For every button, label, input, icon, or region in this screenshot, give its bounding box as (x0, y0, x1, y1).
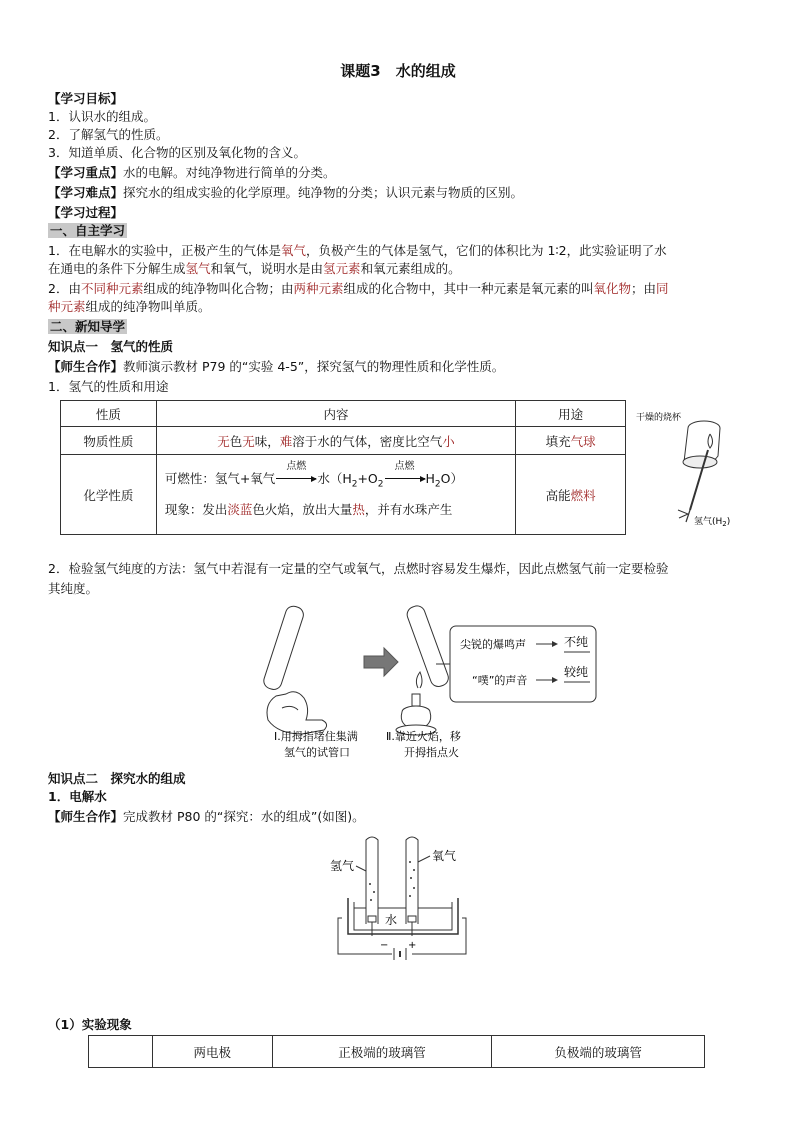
coop-2: 【师生合作】完成教材 P80 的“探究：水的组成”(如图)。 (48, 809, 365, 824)
step1-caption-b: 氢气的试管口 (284, 746, 350, 759)
table-row-name: 化学性质 (61, 455, 157, 535)
table-header: 内容 (156, 401, 515, 427)
electrolysis-figure (328, 832, 508, 964)
hydrogen-table (60, 400, 626, 535)
sharp-sound-label: 尖锐的爆鸣声 (460, 638, 526, 651)
table-header: 正极端的玻璃管 (272, 1036, 492, 1068)
section2-heading: 二、新知导学 (50, 319, 126, 334)
section1-heading: 一、自主学习 (50, 223, 126, 238)
goal-item-1: 1．认识水的组成。 (48, 109, 156, 124)
key-text: 水的电解。对纯净物进行简单的分类。 (123, 165, 336, 180)
plus-label: + (408, 940, 417, 951)
step2-caption-b: 开拇指点火 (404, 746, 459, 759)
purity-test-figure (218, 604, 598, 764)
goal-item-2: 2．了解氢气的性质。 (48, 127, 169, 142)
minus-label: − (380, 940, 389, 951)
knowledge-point-2: 知识点二 探究水的组成 (48, 771, 186, 786)
answer-same-elements: 种元素 (48, 299, 86, 314)
key-label: 【学习重点】 (48, 165, 124, 180)
table-header: 负极端的玻璃管 (492, 1036, 705, 1068)
knowledge-point-1: 知识点一 氢气的性质 (48, 339, 174, 354)
phenomenon-heading: （1）实验现象 (48, 1017, 132, 1032)
physical-properties: 无色无味，难溶于水的气体，密度比空气小 (156, 427, 515, 455)
table-row-name: 物质性质 (61, 427, 157, 455)
section1-para2-line1: 2．由不同种元素组成的纯净物叫化合物；由两种元素组成的化合物中，其中一种元素是氧元素的叫氧化物；由同 (48, 281, 669, 296)
combustion-phenomenon: 现象：发出淡蓝色火焰，放出大量热，并有水珠产生 (164, 502, 453, 518)
section1-para1-line2: 在通电的条件下分解生成氢气和氧气，说明水是由氢元素和氧元素组成的。 (48, 261, 461, 276)
subsection-electrolysis: 1．电解水 (48, 789, 107, 804)
pure-label: 较纯 (564, 665, 589, 679)
beaker-hydrogen-figure (634, 398, 744, 533)
page-title: 课题3 水的组成 (340, 62, 456, 80)
section1-para2-line2: 种元素组成的纯净物叫单质。 (48, 299, 211, 314)
water-label: 水 (385, 913, 398, 927)
goal-item-3: 3．知道单质、化合物的区别及氧化物的含义。 (48, 145, 306, 160)
hydrogen-label: 氢气 (330, 859, 355, 873)
chemical-properties (156, 455, 515, 535)
pop-sound-label: “噗”的声音 (472, 674, 528, 687)
difficulty-point (48, 184, 523, 202)
beaker-label: 干燥的烧杯 (636, 413, 682, 423)
table-header: 性质 (61, 401, 157, 427)
physical-use: 填充气球 (516, 427, 626, 455)
answer-h-element: 氢元素 (323, 261, 361, 276)
hydrogen-label: 氢气$(H_2)$ (694, 517, 731, 528)
impure-label: 不纯 (564, 635, 589, 649)
answer-two-elements: 两种元素 (293, 281, 344, 296)
answer-oxide: 氧化物 (593, 281, 632, 296)
purity-line-1: 2．检验氢气纯度的方法：氢气中若混有一定量的空气或氧气，点燃时容易发生爆炸，因此点燃氢气前一定要检验 (48, 561, 669, 576)
purity-line-2: 其纯度。 (48, 581, 99, 596)
answer-hydrogen: 氢气 (185, 261, 211, 276)
table-header: 两电极 (152, 1036, 272, 1068)
table-header: 用途 (516, 401, 626, 427)
section1-para1-line1: 1．在电解水的实验中，正极产生的气体是氧气，负极产生的气体是氢气，它们的体积比为 1∶2，此实验证明了水 (48, 243, 667, 258)
chemical-use: 高能燃料 (516, 455, 626, 535)
difficulty-label: 【学习难点】 (48, 185, 124, 200)
step2-caption-a: Ⅱ.靠近火焰，移 (386, 730, 461, 743)
answer-oxygen: 氧气 (280, 243, 306, 258)
oxygen-label: 氧气 (432, 849, 457, 863)
phenomenon-table (88, 1035, 705, 1068)
process-heading: 【学习过程】 (48, 205, 124, 220)
coop-1: 【师生合作】教师演示教材 P79 的“实验 4-5”，探究氢气的物理性质和化学性质。 (48, 359, 505, 374)
answer-same: 同 (656, 281, 669, 296)
step1-caption-a: Ⅰ.用拇指堵住集满 (274, 730, 358, 743)
key-point (48, 164, 336, 182)
combustion-equation: 可燃性：氢气+氧气 点燃 水（$H_2+O_2$ 点燃 $H_2O$） (164, 460, 463, 490)
difficulty-text: 探究水的组成实验的化学原理。纯净物的分类；认识元素与物质的区别。 (123, 185, 524, 200)
goals-heading: 【学习目标】 (48, 91, 124, 106)
table-header (89, 1036, 153, 1068)
answer-different-elements: 不同种元素 (80, 281, 144, 296)
subsection-1: 1．氢气的性质和用途 (48, 379, 169, 394)
